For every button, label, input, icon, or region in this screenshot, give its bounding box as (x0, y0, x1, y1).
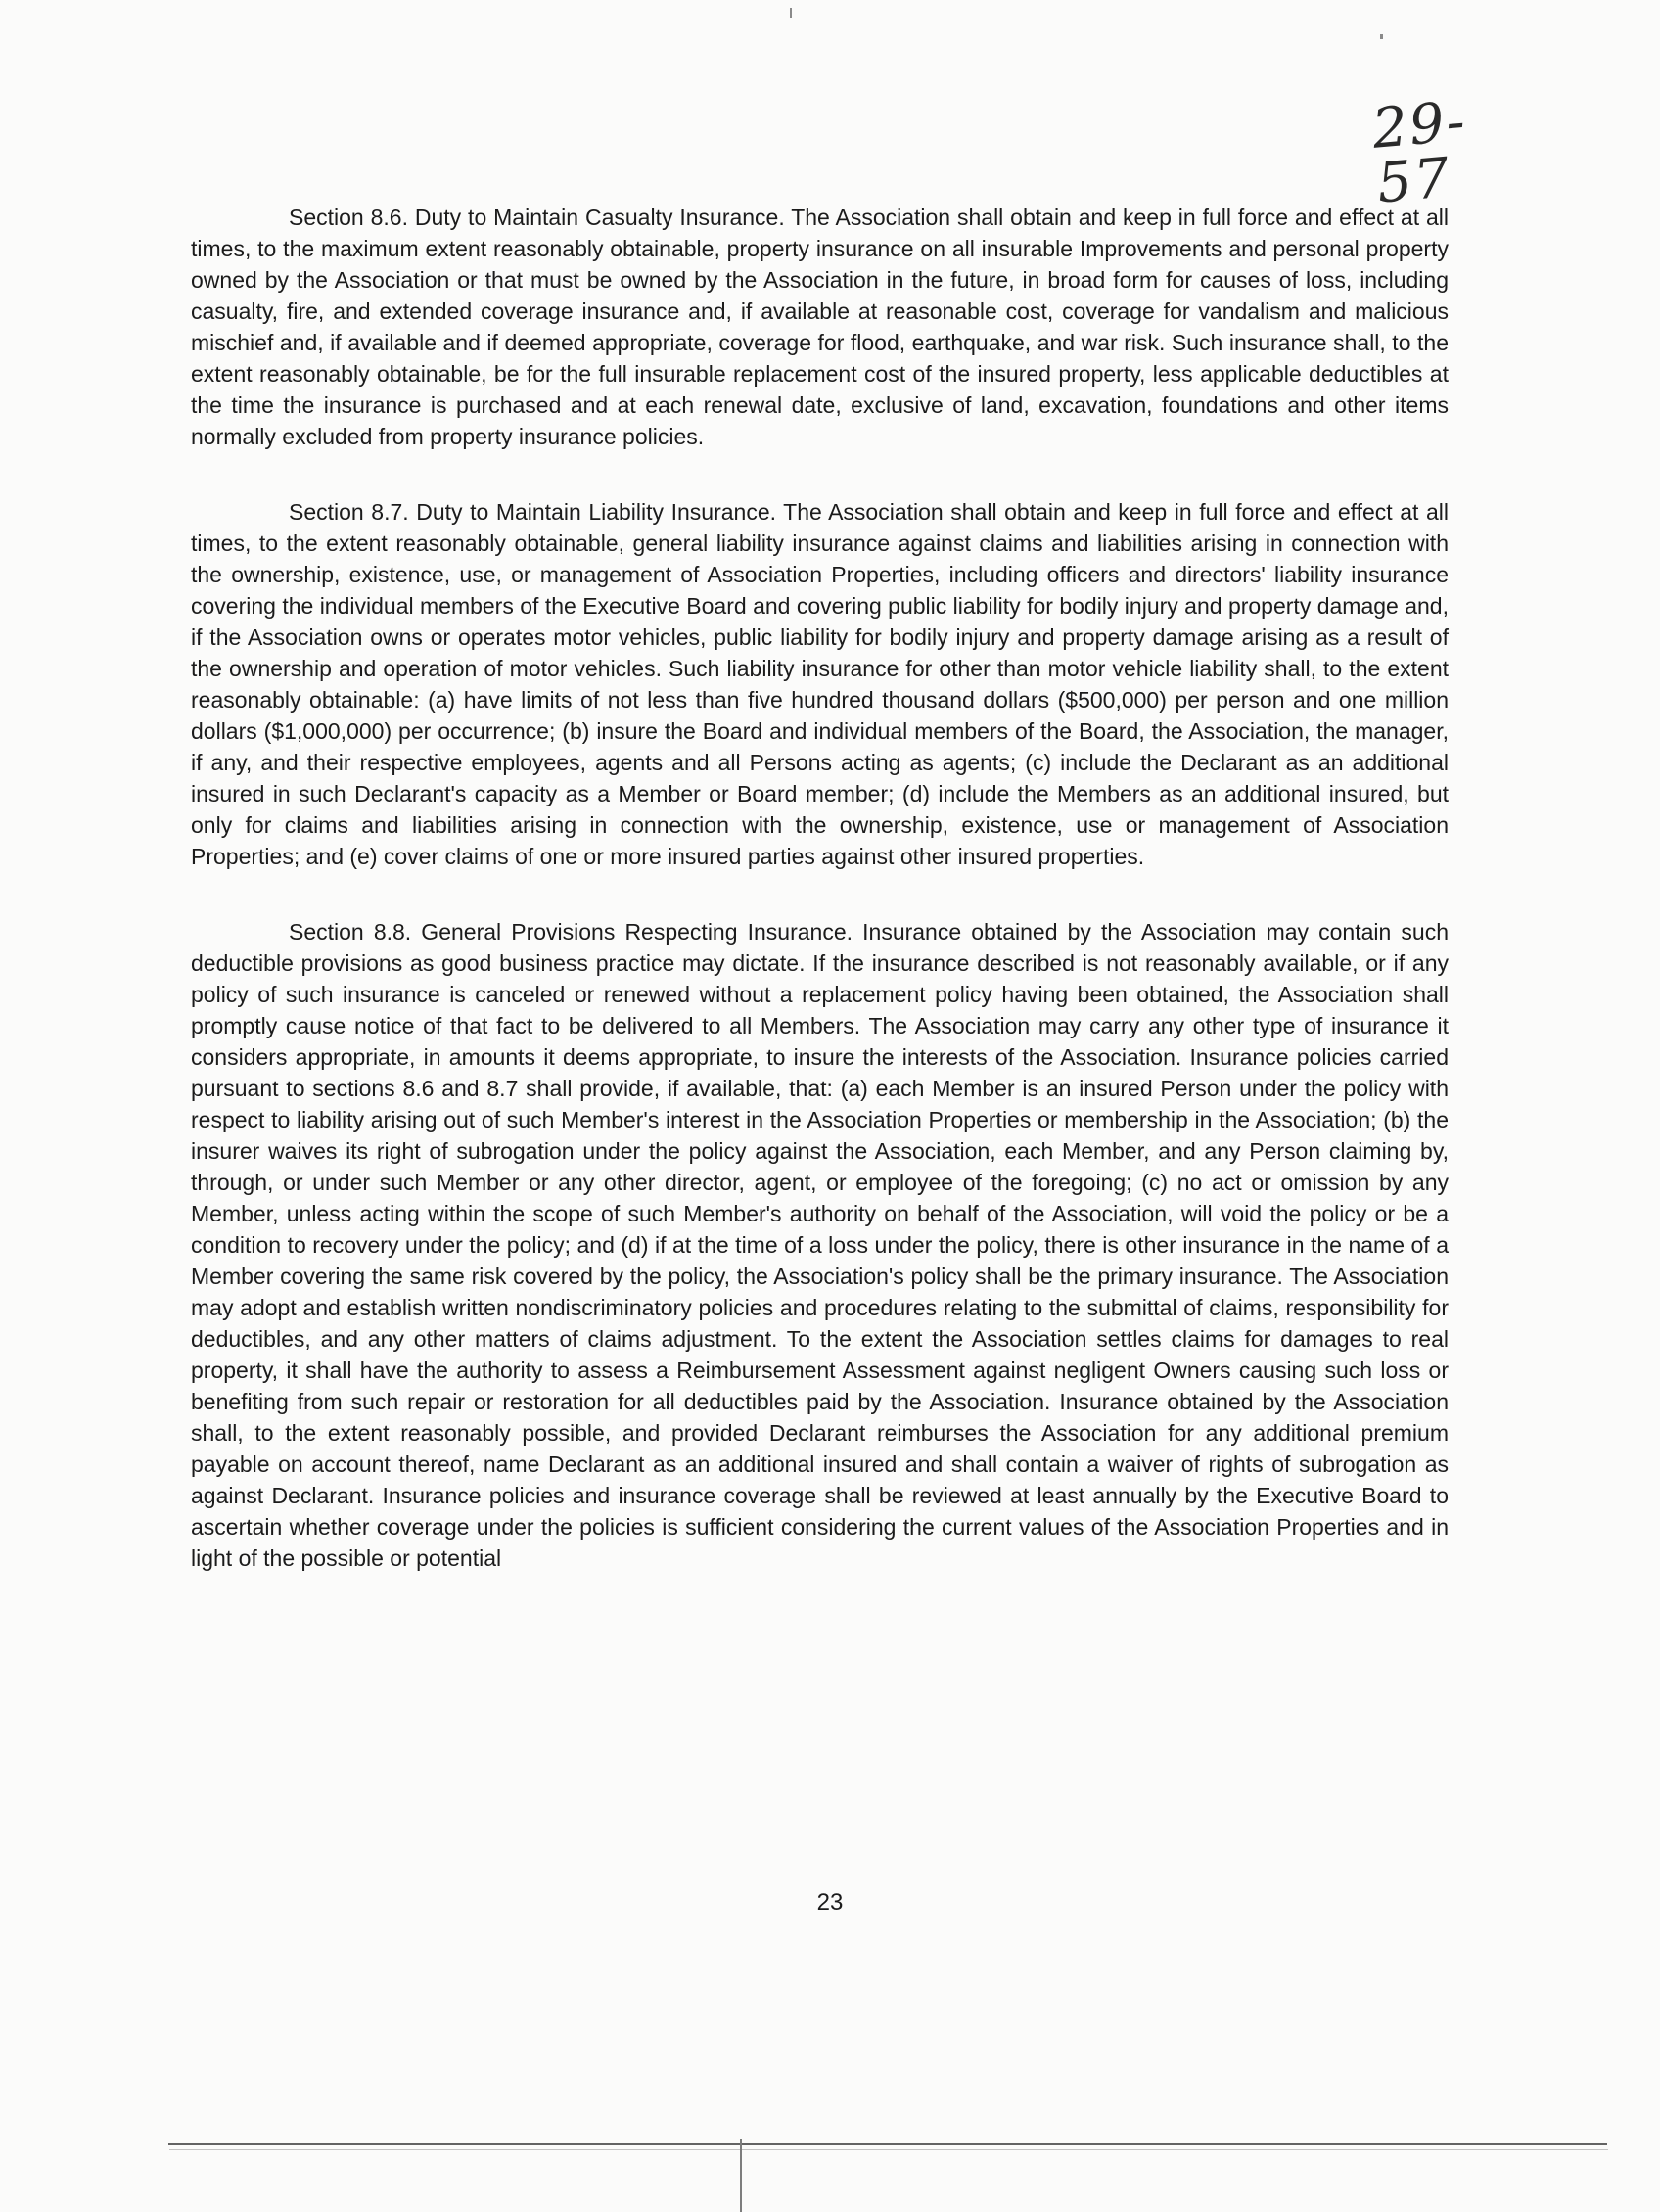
section-8-7 (191, 496, 1449, 872)
page-number: 23 (816, 1889, 844, 1915)
scan-mark-top (790, 8, 792, 18)
section-8-8-text: Section 8.8. General Provisions Respecting Insurance. Insurance obtained by the Association may contain such deductible provisions as good business practice may dictate. If the insurance described is not reasonably available, or if any policy of such insurance is canceled or renewed without a replacement policy having been obtained, the Association shall promptly cause notice of that fact to be delivered to all Members. The Association may carry any other type of insurance it considers appropriate, in amounts it deems appropriate, to insure the interests of the Association. Insurance policies carried pursuant to sections 8.6 and 8.7 shall provide, if available, that: (a) each Member is an insured Person under the policy with respect to liability arising out of such Member's interest in the Association Properties or membership in the Association; (b) the insurer waives its right of subrogation under the policy against the Association, each Member, and any Person claiming by, through, or under such Member or any other director, agent, or employee of the foregoing; (c) no act or omission by any Member, unless acting within the scope of such Member's authority on behalf of the Association, will void the policy or be a condition to recovery under the policy; and (d) if at the time of a loss under the policy, there is other insurance in the name of a Member covering the same risk covered by the policy, the Association's policy shall be the primary insurance. The Association may adopt and establish written nondiscriminatory policies and procedures relating to the submittal of claims, responsibility for deductibles, and any other matters of claims adjustment. To the extent the Association settles claims for damages to real property, it shall have the authority to assess a Reimbursement Assessment against negligent Owners causing such loss or benefiting from such repair or restoration for all deductibles paid by the Association. Insurance obtained by the Association shall, to the extent reasonably possible, and provided Declarant reimburses the Association for any additional premium payable on account thereof, name Declarant as an additional insured and shall contain a waiver of rights of subrogation as against Declarant. Insurance policies and insurance coverage shall be reviewed at least annually by the Executive Board to ascertain whether coverage under the policies is sufficient considering the current values of the Association Properties and in light of the possible or potential (191, 919, 1449, 1571)
scan-mark-right (1380, 34, 1383, 39)
handwritten-page-mark: 29-57 (1369, 89, 1470, 216)
section-8-8 (191, 916, 1449, 1574)
scan-bottom-rule (168, 2143, 1607, 2145)
section-8-6 (191, 202, 1449, 452)
section-8-7-text: Section 8.7. Duty to Maintain Liability Insurance. The Association shall obtain and keep in full force and effect at all times, to the extent reasonably obtainable, general liability insurance against claims and liabilities arising in connection with the ownership, existence, use, or management of Association Properties, including officers and directors' liability insurance covering the individual members of the Executive Board and covering public liability for bodily injury and property damage and, if the Association owns or operates motor vehicles, public liability for bodily injury and property damage arising as a result of the ownership and operation of motor vehicles. Such liability insurance for other than motor vehicle liability shall, to the extent reasonably obtainable: (a) have limits of not less than five hundred thousand dollars ($500,000) per person and one million dollars ($1,000,000) per occurrence; (b) insure the Board and individual members of the Board, the Association, the manager, if any, and their respective employees, agents and all Persons acting as agents; (c) include the Declarant as an additional insured in such Declarant's capacity as a Member or Board member; (d) include the Members as an additional insured, but only for claims and liabilities arising in connection with the ownership, existence, use or management of Association Properties; and (e) cover claims of one or more insured parties against other insured properties. (191, 499, 1449, 869)
document-body (191, 202, 1449, 1618)
section-8-6-text: Section 8.6. Duty to Maintain Casualty Insurance. The Association shall obtain and keep in full force and effect at all times, to the maximum extent reasonably obtainable, property insurance on all insurable Improvements and personal property owned by the Association or that must be owned by the Association in the future, in broad form for causes of loss, including casualty, fire, and extended coverage insurance and, if available at reasonable cost, coverage for vandalism and malicious mischief and, if available and if deemed appropriate, coverage for flood, earthquake, and war risk. Such insurance shall, to the extent reasonably obtainable, be for the full insurable replacement cost of the insured property, less applicable deductibles at the time the insurance is purchased and at each renewal date, exclusive of land, excavation, foundations and other items normally excluded from property insurance policies. (191, 205, 1449, 449)
scan-bottom-tick (740, 2139, 742, 2212)
scan-bottom-rule-shadow (169, 2149, 1608, 2150)
